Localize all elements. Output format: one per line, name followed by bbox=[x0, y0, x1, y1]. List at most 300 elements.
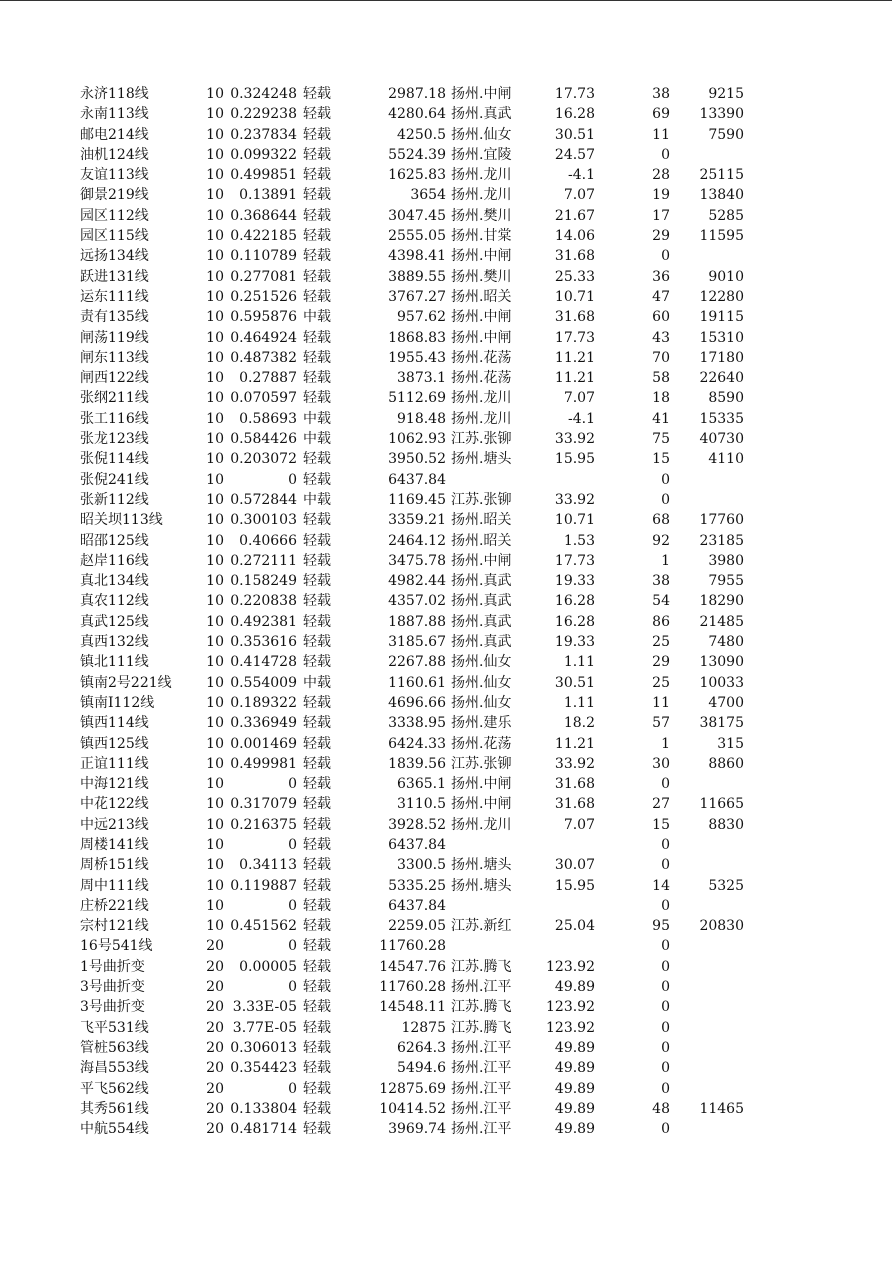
distance-cell[interactable]: 10.71 bbox=[554, 288, 595, 305]
capacity-cell[interactable]: 12875.69 bbox=[379, 1080, 446, 1097]
count-cell[interactable]: 0 bbox=[661, 857, 670, 874]
distance-cell[interactable]: 33.92 bbox=[554, 431, 595, 448]
load-status-cell[interactable]: 轻载 bbox=[303, 958, 331, 975]
distance-cell[interactable]: 16.28 bbox=[554, 613, 595, 630]
capacity-cell[interactable]: 11760.28 bbox=[379, 979, 446, 996]
voltage-cell[interactable]: 10 bbox=[206, 491, 224, 508]
capacity-cell[interactable]: 2464.12 bbox=[388, 532, 446, 549]
load-status-cell[interactable]: 轻载 bbox=[303, 288, 331, 305]
line-name-cell[interactable]: 张工116线 bbox=[80, 410, 149, 427]
load-ratio-cell[interactable]: 0.13891 bbox=[239, 187, 297, 204]
voltage-cell[interactable]: 10 bbox=[206, 715, 224, 732]
capacity-cell[interactable]: 10414.52 bbox=[379, 1100, 446, 1117]
substation-cell[interactable]: 扬州.昭关 bbox=[451, 512, 512, 529]
distance-cell[interactable]: -4.1 bbox=[568, 410, 595, 427]
load-ratio-cell[interactable]: 0.422185 bbox=[230, 228, 297, 245]
distance-cell[interactable]: 25.33 bbox=[554, 268, 595, 285]
amount-cell[interactable]: 18290 bbox=[699, 593, 744, 610]
load-status-cell[interactable]: 轻载 bbox=[303, 979, 331, 996]
distance-cell[interactable]: 1.11 bbox=[563, 694, 595, 711]
load-ratio-cell[interactable]: 0.119887 bbox=[230, 877, 297, 894]
line-name-cell[interactable]: 正谊111线 bbox=[80, 755, 149, 772]
load-status-cell[interactable]: 轻载 bbox=[303, 207, 331, 224]
voltage-cell[interactable]: 10 bbox=[206, 512, 224, 529]
load-ratio-cell[interactable]: 0.300103 bbox=[230, 512, 297, 529]
amount-cell[interactable]: 13840 bbox=[699, 187, 744, 204]
amount-cell[interactable]: 4110 bbox=[708, 451, 744, 468]
capacity-cell[interactable]: 3889.55 bbox=[388, 268, 446, 285]
capacity-cell[interactable]: 1160.61 bbox=[388, 674, 446, 691]
load-status-cell[interactable]: 轻载 bbox=[303, 999, 331, 1016]
load-status-cell[interactable]: 轻载 bbox=[303, 451, 331, 468]
line-name-cell[interactable]: 赵岸116线 bbox=[80, 552, 149, 569]
voltage-cell[interactable]: 10 bbox=[206, 390, 224, 407]
count-cell[interactable]: 30 bbox=[652, 755, 670, 772]
substation-cell[interactable]: 扬州.仙女 bbox=[451, 126, 512, 143]
load-status-cell[interactable]: 轻载 bbox=[303, 796, 331, 813]
load-ratio-cell[interactable]: 0.414728 bbox=[230, 654, 297, 671]
count-cell[interactable]: 25 bbox=[652, 634, 670, 651]
count-cell[interactable]: 28 bbox=[652, 167, 670, 184]
capacity-cell[interactable]: 1887.88 bbox=[388, 613, 446, 630]
line-name-cell[interactable]: 闸荡119线 bbox=[80, 329, 149, 346]
amount-cell[interactable]: 3980 bbox=[708, 552, 744, 569]
amount-cell[interactable]: 4700 bbox=[708, 694, 744, 711]
count-cell[interactable]: 1 bbox=[661, 735, 670, 752]
load-ratio-cell[interactable]: 0.110789 bbox=[230, 248, 297, 265]
load-ratio-cell[interactable]: 0.499851 bbox=[230, 167, 297, 184]
line-name-cell[interactable]: 张倪241线 bbox=[80, 471, 149, 488]
capacity-cell[interactable]: 3338.95 bbox=[388, 715, 446, 732]
count-cell[interactable]: 57 bbox=[652, 715, 670, 732]
count-cell[interactable]: 0 bbox=[661, 979, 670, 996]
distance-cell[interactable]: 1.11 bbox=[563, 654, 595, 671]
count-cell[interactable]: 0 bbox=[661, 1060, 670, 1077]
substation-cell[interactable]: 江苏.腾飞 bbox=[451, 958, 512, 975]
voltage-cell[interactable]: 10 bbox=[206, 329, 224, 346]
load-status-cell[interactable]: 轻载 bbox=[303, 634, 331, 651]
voltage-cell[interactable]: 10 bbox=[206, 146, 224, 163]
line-name-cell[interactable]: 飞平531线 bbox=[80, 1019, 149, 1036]
line-name-cell[interactable]: 中航554线 bbox=[80, 1121, 149, 1138]
voltage-cell[interactable]: 10 bbox=[206, 897, 224, 914]
load-ratio-cell[interactable]: 0.229238 bbox=[230, 106, 297, 123]
capacity-cell[interactable]: 3654 bbox=[410, 187, 446, 204]
line-name-cell[interactable]: 真武125线 bbox=[80, 613, 149, 630]
substation-cell[interactable]: 扬州.江平 bbox=[451, 1080, 512, 1097]
distance-cell[interactable]: 24.57 bbox=[554, 146, 595, 163]
amount-cell[interactable]: 11595 bbox=[699, 228, 744, 245]
load-status-cell[interactable]: 轻载 bbox=[303, 390, 331, 407]
capacity-cell[interactable]: 6424.33 bbox=[388, 735, 446, 752]
substation-cell[interactable]: 扬州.甘棠 bbox=[451, 228, 512, 245]
count-cell[interactable]: 0 bbox=[661, 471, 670, 488]
distance-cell[interactable]: 16.28 bbox=[554, 106, 595, 123]
count-cell[interactable]: 48 bbox=[652, 1100, 670, 1117]
distance-cell[interactable]: 1.53 bbox=[563, 532, 595, 549]
capacity-cell[interactable]: 957.62 bbox=[397, 309, 446, 326]
line-name-cell[interactable]: 御景219线 bbox=[80, 187, 149, 204]
capacity-cell[interactable]: 1839.56 bbox=[388, 755, 446, 772]
voltage-cell[interactable]: 10 bbox=[206, 593, 224, 610]
substation-cell[interactable]: 扬州.昭关 bbox=[451, 532, 512, 549]
count-cell[interactable]: 0 bbox=[661, 1039, 670, 1056]
load-status-cell[interactable]: 轻载 bbox=[303, 1039, 331, 1056]
count-cell[interactable]: 0 bbox=[661, 776, 670, 793]
amount-cell[interactable]: 11465 bbox=[699, 1100, 744, 1117]
distance-cell[interactable]: 123.92 bbox=[546, 958, 595, 975]
distance-cell[interactable]: 19.33 bbox=[554, 573, 595, 590]
voltage-cell[interactable]: 10 bbox=[206, 918, 224, 935]
count-cell[interactable]: 60 bbox=[652, 309, 670, 326]
distance-cell[interactable]: 31.68 bbox=[554, 776, 595, 793]
count-cell[interactable]: 86 bbox=[652, 613, 670, 630]
capacity-cell[interactable]: 5335.25 bbox=[388, 877, 446, 894]
voltage-cell[interactable]: 10 bbox=[206, 309, 224, 326]
substation-cell[interactable]: 扬州.塘头 bbox=[451, 877, 512, 894]
load-ratio-cell[interactable]: 0.487382 bbox=[230, 349, 297, 366]
voltage-cell[interactable]: 10 bbox=[206, 248, 224, 265]
line-name-cell[interactable]: 管桩563线 bbox=[80, 1039, 149, 1056]
line-name-cell[interactable]: 永济118线 bbox=[80, 86, 149, 102]
load-ratio-cell[interactable]: 0.203072 bbox=[230, 451, 297, 468]
line-name-cell[interactable]: 真农112线 bbox=[80, 593, 149, 610]
load-status-cell[interactable]: 轻载 bbox=[303, 918, 331, 935]
line-name-cell[interactable]: 海昌553线 bbox=[80, 1060, 149, 1077]
line-name-cell[interactable]: 镇西114线 bbox=[80, 715, 149, 732]
load-ratio-cell[interactable]: 0.099322 bbox=[230, 146, 297, 163]
voltage-cell[interactable]: 10 bbox=[206, 471, 224, 488]
amount-cell[interactable]: 5325 bbox=[708, 877, 744, 894]
load-ratio-cell[interactable]: 0.34113 bbox=[239, 857, 297, 874]
substation-cell[interactable]: 扬州.真武 bbox=[451, 573, 512, 590]
voltage-cell[interactable]: 10 bbox=[206, 370, 224, 387]
capacity-cell[interactable]: 1955.43 bbox=[388, 349, 446, 366]
amount-cell[interactable]: 8860 bbox=[708, 755, 744, 772]
count-cell[interactable]: 41 bbox=[652, 410, 670, 427]
load-status-cell[interactable]: 轻载 bbox=[303, 816, 331, 833]
line-name-cell[interactable]: 周桥151线 bbox=[80, 857, 149, 874]
line-name-cell[interactable]: 中远213线 bbox=[80, 816, 149, 833]
capacity-cell[interactable]: 6437.84 bbox=[388, 471, 446, 488]
count-cell[interactable]: 15 bbox=[652, 451, 670, 468]
line-name-cell[interactable]: 3号曲折变 bbox=[80, 979, 145, 996]
load-status-cell[interactable]: 轻载 bbox=[303, 167, 331, 184]
capacity-cell[interactable]: 3300.5 bbox=[397, 857, 446, 874]
load-ratio-cell[interactable]: 0.001469 bbox=[230, 735, 297, 752]
distance-cell[interactable]: 49.89 bbox=[554, 1100, 595, 1117]
distance-cell[interactable]: 49.89 bbox=[554, 1060, 595, 1077]
count-cell[interactable]: 36 bbox=[652, 268, 670, 285]
capacity-cell[interactable]: 1625.83 bbox=[388, 167, 446, 184]
line-name-cell[interactable]: 镇南2号221线 bbox=[80, 674, 172, 691]
load-status-cell[interactable]: 轻载 bbox=[303, 471, 331, 488]
line-name-cell[interactable]: 责有135线 bbox=[80, 309, 149, 326]
line-name-cell[interactable]: 3号曲折变 bbox=[80, 999, 145, 1016]
load-ratio-cell[interactable]: 0.353616 bbox=[230, 634, 297, 651]
capacity-cell[interactable]: 3359.21 bbox=[388, 512, 446, 529]
substation-cell[interactable]: 扬州.龙川 bbox=[451, 390, 512, 407]
voltage-cell[interactable]: 10 bbox=[206, 349, 224, 366]
substation-cell[interactable]: 扬州.宜陵 bbox=[451, 146, 512, 163]
distance-cell[interactable]: 49.89 bbox=[554, 979, 595, 996]
substation-cell[interactable]: 扬州.仙女 bbox=[451, 654, 512, 671]
load-ratio-cell[interactable]: 0.220838 bbox=[230, 593, 297, 610]
load-ratio-cell[interactable]: 0.354423 bbox=[230, 1060, 297, 1077]
substation-cell[interactable]: 扬州.真武 bbox=[451, 634, 512, 651]
count-cell[interactable]: 0 bbox=[661, 958, 670, 975]
voltage-cell[interactable]: 10 bbox=[206, 755, 224, 772]
count-cell[interactable]: 0 bbox=[661, 1080, 670, 1097]
substation-cell[interactable]: 扬州.龙川 bbox=[451, 410, 512, 427]
substation-cell[interactable]: 扬州.江平 bbox=[451, 1039, 512, 1056]
count-cell[interactable]: 0 bbox=[661, 999, 670, 1016]
distance-cell[interactable]: 15.95 bbox=[554, 451, 595, 468]
voltage-cell[interactable]: 10 bbox=[206, 654, 224, 671]
line-name-cell[interactable]: 闸东113线 bbox=[80, 349, 149, 366]
line-name-cell[interactable]: 真西132线 bbox=[80, 634, 149, 651]
distance-cell[interactable]: 30.51 bbox=[554, 674, 595, 691]
line-name-cell[interactable]: 张新112线 bbox=[80, 491, 149, 508]
count-cell[interactable]: 29 bbox=[652, 228, 670, 245]
voltage-cell[interactable]: 10 bbox=[206, 167, 224, 184]
voltage-cell[interactable]: 20 bbox=[206, 1080, 224, 1097]
voltage-cell[interactable]: 10 bbox=[206, 187, 224, 204]
line-name-cell[interactable]: 园区112线 bbox=[80, 207, 149, 224]
load-ratio-cell[interactable]: 0.464924 bbox=[230, 329, 297, 346]
count-cell[interactable]: 0 bbox=[661, 1121, 670, 1138]
count-cell[interactable]: 0 bbox=[661, 248, 670, 265]
amount-cell[interactable]: 11665 bbox=[699, 796, 744, 813]
distance-cell[interactable]: 33.92 bbox=[554, 491, 595, 508]
capacity-cell[interactable]: 4280.64 bbox=[388, 106, 446, 123]
amount-cell[interactable]: 9010 bbox=[708, 268, 744, 285]
capacity-cell[interactable]: 4357.02 bbox=[388, 593, 446, 610]
distance-cell[interactable]: 17.73 bbox=[554, 86, 595, 102]
line-name-cell[interactable]: 宗村121线 bbox=[80, 918, 149, 935]
load-status-cell[interactable]: 轻载 bbox=[303, 715, 331, 732]
line-name-cell[interactable]: 远扬134线 bbox=[80, 248, 149, 265]
capacity-cell[interactable]: 3110.5 bbox=[397, 796, 446, 813]
line-name-cell[interactable]: 中海121线 bbox=[80, 776, 149, 793]
amount-cell[interactable]: 7955 bbox=[708, 573, 744, 590]
line-name-cell[interactable]: 油机124线 bbox=[80, 146, 149, 163]
capacity-cell[interactable]: 6437.84 bbox=[388, 836, 446, 853]
voltage-cell[interactable]: 10 bbox=[206, 207, 224, 224]
amount-cell[interactable]: 40730 bbox=[699, 431, 744, 448]
distance-cell[interactable]: 11.21 bbox=[554, 349, 595, 366]
distance-cell[interactable]: 19.33 bbox=[554, 634, 595, 651]
count-cell[interactable]: 95 bbox=[652, 918, 670, 935]
load-ratio-cell[interactable]: 0.189322 bbox=[230, 694, 297, 711]
line-name-cell[interactable]: 跃进131线 bbox=[80, 268, 149, 285]
load-ratio-cell[interactable]: 0.27887 bbox=[239, 370, 297, 387]
load-status-cell[interactable]: 轻载 bbox=[303, 593, 331, 610]
amount-cell[interactable]: 12280 bbox=[699, 288, 744, 305]
load-status-cell[interactable]: 轻载 bbox=[303, 938, 331, 955]
load-ratio-cell[interactable]: 0.368644 bbox=[230, 207, 297, 224]
distance-cell[interactable]: 14.06 bbox=[554, 228, 595, 245]
capacity-cell[interactable]: 4982.44 bbox=[388, 573, 446, 590]
count-cell[interactable]: 0 bbox=[661, 146, 670, 163]
load-ratio-cell[interactable]: 0.40666 bbox=[239, 532, 297, 549]
distance-cell[interactable]: 25.04 bbox=[554, 918, 595, 935]
amount-cell[interactable]: 17180 bbox=[699, 349, 744, 366]
substation-cell[interactable]: 扬州.江平 bbox=[451, 979, 512, 996]
voltage-cell[interactable]: 10 bbox=[206, 552, 224, 569]
voltage-cell[interactable]: 10 bbox=[206, 228, 224, 245]
capacity-cell[interactable]: 14547.76 bbox=[379, 958, 446, 975]
load-status-cell[interactable]: 轻载 bbox=[303, 349, 331, 366]
amount-cell[interactable]: 7590 bbox=[708, 126, 744, 143]
amount-cell[interactable]: 8590 bbox=[708, 390, 744, 407]
voltage-cell[interactable]: 20 bbox=[206, 1100, 224, 1117]
capacity-cell[interactable]: 1169.45 bbox=[388, 491, 446, 508]
load-status-cell[interactable]: 轻载 bbox=[303, 146, 331, 163]
amount-cell[interactable]: 315 bbox=[717, 735, 744, 752]
substation-cell[interactable]: 江苏.腾飞 bbox=[451, 1019, 512, 1036]
voltage-cell[interactable]: 10 bbox=[206, 126, 224, 143]
amount-cell[interactable]: 7480 bbox=[708, 634, 744, 651]
distance-cell[interactable]: 11.21 bbox=[554, 370, 595, 387]
voltage-cell[interactable]: 10 bbox=[206, 268, 224, 285]
load-status-cell[interactable]: 轻载 bbox=[303, 532, 331, 549]
load-status-cell[interactable]: 轻载 bbox=[303, 877, 331, 894]
substation-cell[interactable]: 江苏.张铆 bbox=[451, 491, 512, 508]
amount-cell[interactable]: 21485 bbox=[699, 613, 744, 630]
voltage-cell[interactable]: 20 bbox=[206, 1019, 224, 1036]
amount-cell[interactable]: 23185 bbox=[699, 532, 744, 549]
distance-cell[interactable]: 11.21 bbox=[554, 735, 595, 752]
count-cell[interactable]: 75 bbox=[652, 431, 670, 448]
capacity-cell[interactable]: 3185.67 bbox=[388, 634, 446, 651]
load-status-cell[interactable]: 轻载 bbox=[303, 573, 331, 590]
voltage-cell[interactable]: 10 bbox=[206, 451, 224, 468]
distance-cell[interactable]: 31.68 bbox=[554, 309, 595, 326]
substation-cell[interactable]: 扬州.中闸 bbox=[451, 309, 512, 326]
amount-cell[interactable]: 19115 bbox=[699, 309, 744, 326]
count-cell[interactable]: 69 bbox=[652, 106, 670, 123]
distance-cell[interactable]: 17.73 bbox=[554, 329, 595, 346]
voltage-cell[interactable]: 10 bbox=[206, 735, 224, 752]
capacity-cell[interactable]: 2267.88 bbox=[388, 654, 446, 671]
amount-cell[interactable]: 38175 bbox=[699, 715, 744, 732]
substation-cell[interactable]: 扬州.樊川 bbox=[451, 207, 512, 224]
load-ratio-cell[interactable]: 0.584426 bbox=[230, 431, 297, 448]
load-status-cell[interactable]: 轻载 bbox=[303, 654, 331, 671]
distance-cell[interactable]: -4.1 bbox=[568, 167, 595, 184]
voltage-cell[interactable]: 10 bbox=[206, 857, 224, 874]
capacity-cell[interactable]: 14548.11 bbox=[379, 999, 446, 1016]
load-status-cell[interactable]: 轻载 bbox=[303, 1019, 331, 1036]
voltage-cell[interactable]: 10 bbox=[206, 613, 224, 630]
line-name-cell[interactable]: 友谊113线 bbox=[80, 167, 149, 184]
voltage-cell[interactable]: 20 bbox=[206, 1121, 224, 1138]
capacity-cell[interactable]: 3873.1 bbox=[397, 370, 446, 387]
substation-cell[interactable]: 扬州.花荡 bbox=[451, 735, 512, 752]
load-status-cell[interactable]: 轻载 bbox=[303, 1121, 331, 1138]
capacity-cell[interactable]: 6264.3 bbox=[397, 1039, 446, 1056]
load-status-cell[interactable]: 中载 bbox=[303, 309, 331, 326]
line-name-cell[interactable]: 镇南Ⅰ112线 bbox=[80, 694, 155, 711]
load-ratio-cell[interactable]: 0 bbox=[288, 1080, 297, 1097]
load-ratio-cell[interactable]: 0 bbox=[288, 979, 297, 996]
voltage-cell[interactable]: 10 bbox=[206, 836, 224, 853]
substation-cell[interactable]: 扬州.中闸 bbox=[451, 248, 512, 265]
voltage-cell[interactable]: 10 bbox=[206, 86, 224, 102]
load-ratio-cell[interactable]: 0.481714 bbox=[230, 1121, 297, 1138]
substation-cell[interactable]: 扬州.中闸 bbox=[451, 329, 512, 346]
load-status-cell[interactable]: 轻载 bbox=[303, 776, 331, 793]
line-name-cell[interactable]: 邮电214线 bbox=[80, 126, 149, 143]
count-cell[interactable]: 29 bbox=[652, 654, 670, 671]
count-cell[interactable]: 47 bbox=[652, 288, 670, 305]
distance-cell[interactable]: 16.28 bbox=[554, 593, 595, 610]
voltage-cell[interactable]: 10 bbox=[206, 410, 224, 427]
count-cell[interactable]: 0 bbox=[661, 897, 670, 914]
load-ratio-cell[interactable]: 0.133804 bbox=[230, 1100, 297, 1117]
capacity-cell[interactable]: 2259.05 bbox=[388, 918, 446, 935]
substation-cell[interactable]: 扬州.江平 bbox=[451, 1060, 512, 1077]
amount-cell[interactable]: 25115 bbox=[699, 167, 744, 184]
load-ratio-cell[interactable]: 3.77E-05 bbox=[232, 1019, 297, 1036]
voltage-cell[interactable]: 10 bbox=[206, 816, 224, 833]
capacity-cell[interactable]: 3928.52 bbox=[388, 816, 446, 833]
voltage-cell[interactable]: 10 bbox=[206, 796, 224, 813]
line-name-cell[interactable]: 庄桥221线 bbox=[80, 897, 149, 914]
load-status-cell[interactable]: 轻载 bbox=[303, 268, 331, 285]
load-ratio-cell[interactable]: 0.492381 bbox=[230, 613, 297, 630]
amount-cell[interactable]: 15335 bbox=[699, 410, 744, 427]
load-status-cell[interactable]: 轻载 bbox=[303, 755, 331, 772]
load-ratio-cell[interactable]: 0.00005 bbox=[239, 958, 297, 975]
distance-cell[interactable]: 123.92 bbox=[546, 1019, 595, 1036]
substation-cell[interactable]: 扬州.龙川 bbox=[451, 167, 512, 184]
line-name-cell[interactable]: 昭关坝113线 bbox=[80, 512, 163, 529]
capacity-cell[interactable]: 11760.28 bbox=[379, 938, 446, 955]
substation-cell[interactable]: 扬州.仙女 bbox=[451, 674, 512, 691]
capacity-cell[interactable]: 2987.18 bbox=[388, 86, 446, 102]
load-ratio-cell[interactable]: 0.572844 bbox=[230, 491, 297, 508]
load-ratio-cell[interactable]: 0.306013 bbox=[230, 1039, 297, 1056]
distance-cell[interactable]: 17.73 bbox=[554, 552, 595, 569]
load-ratio-cell[interactable]: 0.251526 bbox=[230, 288, 297, 305]
load-status-cell[interactable]: 轻载 bbox=[303, 836, 331, 853]
count-cell[interactable]: 1 bbox=[661, 552, 670, 569]
load-status-cell[interactable]: 轻载 bbox=[303, 228, 331, 245]
capacity-cell[interactable]: 6437.84 bbox=[388, 897, 446, 914]
capacity-cell[interactable]: 4696.66 bbox=[388, 694, 446, 711]
count-cell[interactable]: 70 bbox=[652, 349, 670, 366]
count-cell[interactable]: 17 bbox=[652, 207, 670, 224]
load-status-cell[interactable]: 轻载 bbox=[303, 106, 331, 123]
load-status-cell[interactable]: 轻载 bbox=[303, 552, 331, 569]
amount-cell[interactable]: 17760 bbox=[699, 512, 744, 529]
load-ratio-cell[interactable]: 0.237834 bbox=[230, 126, 297, 143]
load-status-cell[interactable]: 轻载 bbox=[303, 897, 331, 914]
distance-cell[interactable]: 7.07 bbox=[563, 390, 595, 407]
substation-cell[interactable]: 扬州.中闸 bbox=[451, 776, 512, 793]
load-status-cell[interactable]: 中载 bbox=[303, 674, 331, 691]
count-cell[interactable]: 19 bbox=[652, 187, 670, 204]
load-ratio-cell[interactable]: 0 bbox=[288, 836, 297, 853]
line-name-cell[interactable]: 真北134线 bbox=[80, 573, 149, 590]
capacity-cell[interactable]: 5494.6 bbox=[397, 1060, 446, 1077]
count-cell[interactable]: 11 bbox=[652, 126, 670, 143]
capacity-cell[interactable]: 918.48 bbox=[397, 410, 446, 427]
line-name-cell[interactable]: 周中111线 bbox=[80, 877, 149, 894]
substation-cell[interactable]: 扬州.真武 bbox=[451, 613, 512, 630]
